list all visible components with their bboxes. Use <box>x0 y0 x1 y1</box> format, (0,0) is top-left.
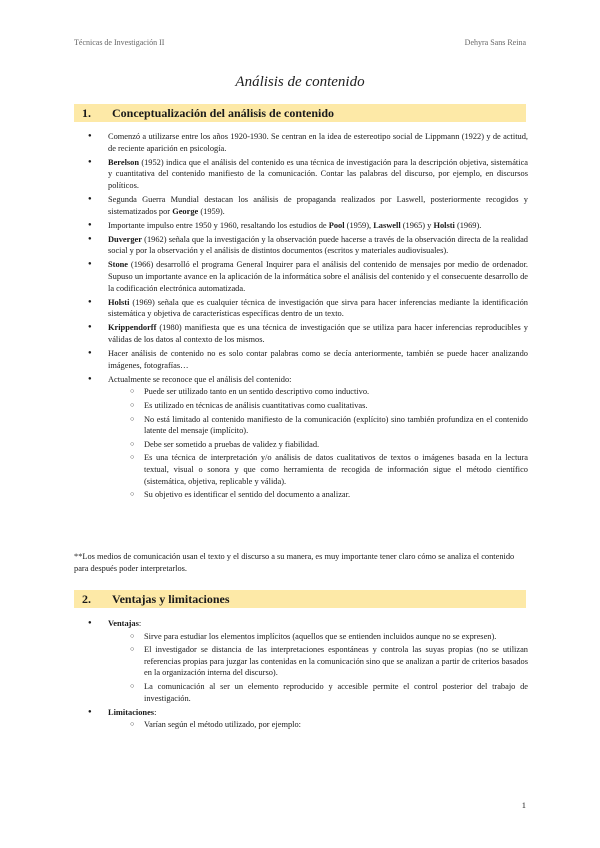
sub-list-item: ○ Es utilizado en técnicas de análisis cuantitativas como cualitativas. <box>108 400 528 412</box>
sub-list-item: ○ Es una técnica de interpretación y/o análisis de datos cualitativos de textos o imágenes basada en la lectura textual, visual o sonora y que como herramienta de recogida de información sigue el método científico (sistemática, objetiva, replicable y válida). <box>108 452 528 487</box>
list-item: ● Importante impulso entre 1950 y 1960, resaltando los estudios de Pool (1959), Laswell (1965) y Holsti (1969). <box>74 220 528 232</box>
list-item: ● Holsti (1969) señala que es cualquier técnica de investigación que sirva para hacer inferencias mediante la identificación sistemática y objetiva de características específicas dentro de un texto. <box>74 297 528 320</box>
list-item-limitaciones: ● Limitaciones: ○ Varían según el método utilizado, por ejemplo: <box>74 707 528 731</box>
list-item: ● Segunda Guerra Mundial destacan los análisis de propaganda realizados por Laswell, posteriormente recogidos y sistematizados por George (1959). <box>74 194 528 217</box>
list-item: ● Comenzó a utilizarse entre los años 1920-1930. Se centran en la idea de estereotipo social de Lippmann (1922) y de actitud, de reciente aparición en psicología. <box>74 131 528 154</box>
sub-list-item: ○ Puede ser utilizado tanto en un sentido descriptivo como inductivo. <box>108 386 528 398</box>
section-2-list <box>74 618 528 733</box>
document-title: Análisis de contenido <box>235 74 365 90</box>
sub-list-item: ○ La comunicación al ser un elemento reproducido y accesible permite el control posterior del trabajo de investigación. <box>108 681 528 704</box>
list-item: ● Hacer análisis de contenido no es solo contar palabras como se decía anteriormente, también se puede hacer analizando imágenes, fotografías… <box>74 348 528 371</box>
section-2-heading <box>74 590 526 608</box>
section-2-title: Ventajas y limitaciones <box>112 592 230 606</box>
section-1-title: Conceptualización del análisis de contenido <box>112 106 335 120</box>
section-1-heading <box>74 104 526 122</box>
list-item: ● Berelson (1952) indica que el análisis del contenido es una técnica de investigación para la descripción objetiva, sistemática y cuantitativa del contenido manifiesto de la comunicación. Contar las palabras del discurso, por ejemplo, en discursos políticos. <box>74 157 528 192</box>
page-number: 1 <box>521 800 526 810</box>
sub-list-item: ○ Debe ser sometido a pruebas de validez y fiabilidad. <box>108 439 528 451</box>
limitaciones-list <box>108 719 528 731</box>
sub-list-item: ○ Varían según el método utilizado, por ejemplo: <box>108 719 528 731</box>
header-course: Técnicas de Investigación II <box>74 38 165 47</box>
ventajas-list <box>108 631 528 705</box>
section-1-number: 1. <box>82 106 91 120</box>
header-author: Dehyra Sans Reina <box>464 38 526 47</box>
list-item: ● Actualmente se reconoce que el análisis del contenido: ○ Puede ser utilizado tanto en un sentido descriptivo como inductivo. ○ Es utilizado en técnicas de análisis cuantitativas como cualitativas. ○ No está limitado al contenido manifiesto de la comunicación (explícito) sino también profundiza en el contenido latente del mensaje (implícito). ○ Debe ser sometido a pruebas de validez y fiabilidad. ○ Es una técnica de interpretación y/o análisis de datos cualitativos de textos o imágenes basada en la lectura textual, visual o sonora y que como herramienta de recogida de información sigue el método científico (sistemática, objetiva, replicable y válida). ○ Su objetivo es identificar el sentido del documento a analizar. <box>74 374 528 501</box>
sub-list-item: ○ No está limitado al contenido manifiesto de la comunicación (explícito) sino también profundiza en el contenido latente del mensaje (implícito). <box>108 414 528 437</box>
sub-list-item: ○ El investigador se distancia de las interpretaciones espontáneas y controla las suyas propias (no se utilizan referencias propias para juzgar las contenidas en la comunicación sino que se analizan a partir de criterios basados en la organización interna del discurso). <box>108 644 528 679</box>
sub-list-item: ○ Su objetivo es identificar el sentido del documento a analizar. <box>108 489 528 501</box>
section-2-number: 2. <box>82 592 91 606</box>
sub-list <box>108 386 528 500</box>
page-header <box>74 38 526 50</box>
list-item: ● Stone (1966) desarrolló el programa General Inquirer para el análisis del contenido de mensajes por medio de ordenador. Supuso un importante avance en la aplicación de la informática sobre el análisis del contenido y el consecuente desarrollo de la codificación electrónica automatizada. <box>74 259 528 294</box>
sub-list-item: ○ Sirve para estudiar los elementos implícitos (aquellos que se entienden incluidos aunque no se expresen). <box>108 631 528 643</box>
section-1-list <box>74 131 528 503</box>
list-item-ventajas: ● Ventajas: ○ Sirve para estudiar los elementos implícitos (aquellos que se entienden incluidos aunque no se expresen). ○ El investigador se distancia de las interpretaciones espontáneas y controla las suyas propias (no se utilizan referencias propias para juzgar las contenidas en la comunicación sino que se analizan a partir de criterios basados en la organización interna del discurso). ○ La comunicación al ser un elemento reproducido y accesible permite el control posterior del trabajo de investigación. <box>74 618 528 704</box>
list-item: ● Duverger (1962) señala que la investigación y la observación puede hacerse a través de la observación directa de la realidad social y por la observación y el análisis de distintos documentos (escritos y materiales audiovisuales). <box>74 234 528 257</box>
list-item: ● Krippendorff (1980) manifiesta que es una técnica de investigación que se utiliza para hacer inferencias reproducibles y válidas de los datos al contexto de los mismos. <box>74 322 528 345</box>
note-paragraph: **Los medios de comunicación usan el texto y el discurso a su manera, es muy importante tener claro cómo se analiza el contenido para después poder interpretarlos. <box>74 552 515 573</box>
